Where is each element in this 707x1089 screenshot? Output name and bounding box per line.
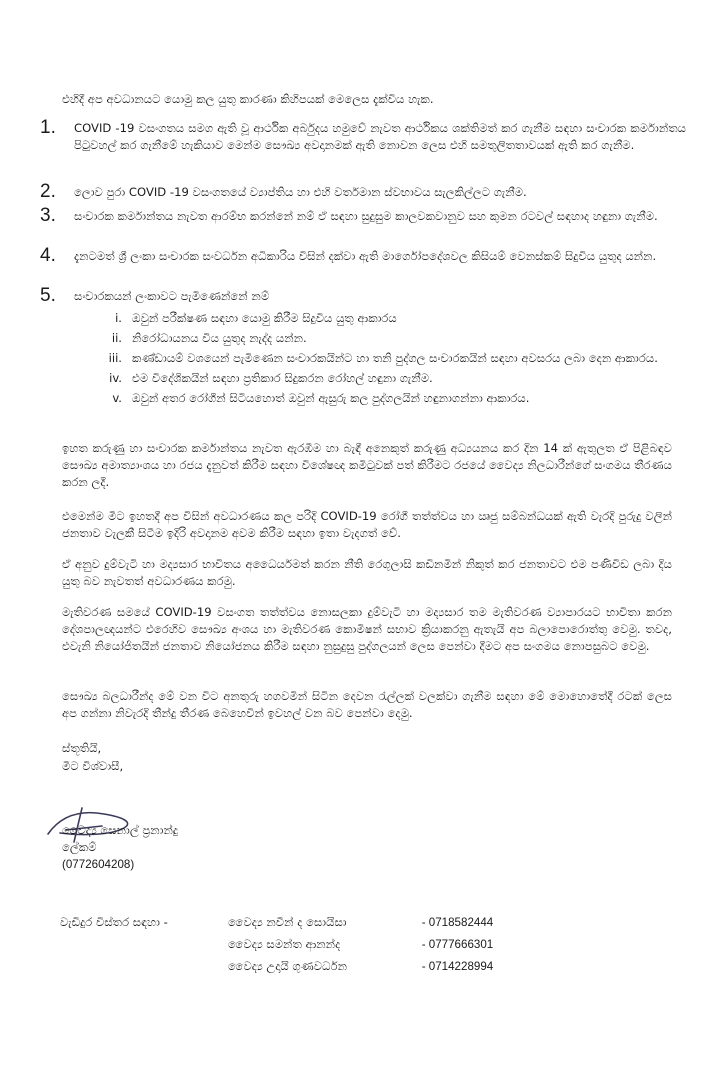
- signer-title: ලේකම්: [62, 840, 97, 854]
- contact-row: [228, 958, 548, 975]
- numbered-item-5: [40, 285, 680, 306]
- sub-item-text: ඔවුන් අතර රෝගීන් සිටියහොත් ඔවුන් ඇසුරු කල පුද්ගලයින් හඳුනාගන්නා ආකාරය.: [132, 391, 530, 405]
- sub-item-number: iii.: [108, 351, 122, 365]
- item-text: ලොව පුරා COVID -19 වසංගතයේ ව්‍යාප්තිය හා එහි වර්තමාන ස්වභාවය සැලකිල්ලට ගැනීම.: [74, 185, 527, 199]
- closing-regards: මීට විශ්වාසී,: [62, 759, 124, 773]
- sub-item-iii: [92, 350, 662, 367]
- sub-item-text: නිරෝධායනය විය යුතුද නැද්ද යන්න.: [132, 331, 307, 345]
- contact-phone: - 0714228994: [421, 960, 494, 973]
- paragraph-habits: එමෙන්ම මීට ඉහතදී අප විසින් අවධාරණය කල පරිදි COVID-19 රෝගී තත්ත්වය හා ඍජු සම්බන්ධයක් ඇති වැරදි පුරුදු වලින් ජනතාව වැලකී සිටීම ඉදිරි අවදානම අවම කිරීම සඳහා ඉතා වැදගත් වේ.: [62, 509, 672, 540]
- sub-item-number: v.: [112, 391, 122, 405]
- item-text: COVID -19 වසංගතය සමග ඇති වූ ආර්ථික අර්බුදය හමුවේ නැවත ආර්ථිකය ශක්තිමත් කර ගැනීම සඳහා සංචාරක කර්මාන්තය පිටුවහල් කර ගැනීමේ හැකියාව මෙන්ම සෞඛ්‍ය අවදානමක් ඇති නොවන ලෙස එහි සමතුලිතතාවයක් ඇති කර ගැනීම.: [74, 121, 686, 152]
- contact-row: [228, 914, 548, 931]
- sub-item-i: [92, 310, 662, 327]
- signer-phone: (0772604208): [62, 858, 135, 871]
- paragraph-elections: මැතිවරණ සමයේ COVID-19 වසංගත තත්ත්වය නොසලකා දුම්වැටි හා මද්‍යසාර තම මැතිවරණ ව්‍යාපාරයට භාවිතා කරන දේශපාලඥයන්ට එරෙහිව සෞඛ්‍ය අංශය හා මැතිවරණ කොමිෂන් සභාව ක්‍රියාකරනු ඇතැයි අප බලාපොරොත්තු වෙමු. තවද, එවැනි නියෝජිතයින් ජනතාව නියෝජනය කිරීම සඳහා නුසුදුසු පුද්ගලයන් ලෙස පෙන්වා දීමට අප සංගමය නොපසුබට වෙමු.: [62, 605, 672, 653]
- sub-item-ii: [92, 330, 662, 347]
- paragraph-second-wave: සෞඛ්‍ය බලධාරීන්ද මේ වන විට අනතුරු හගවමින් සිටින දෙවන රැල්ලක් වලක්වා ගැනීම සඳහා මේ මොහොතේදී රටක් ලෙස අප ගන්නා නිවැරදි තීන්දු තීරණ බෙහෙවින් ඉවහල් වන බව පෙන්වා දෙමු.: [62, 689, 672, 720]
- sub-item-number: iv.: [109, 371, 122, 385]
- signer-name: වෛද්‍ය සෙනාල් ප්‍රනාන්දු: [62, 823, 179, 837]
- numbered-item-1: [40, 117, 686, 154]
- sub-item-number: i.: [115, 311, 122, 325]
- item-number: 1.: [40, 117, 56, 138]
- sub-list: [92, 310, 662, 410]
- item-text: සංචාරක කර්මාන්තය නැවත ආරම්භ කරන්නේ නම් ඒ සඳහා සුදුසුම කාලවකවානුව සහ කුමන රටවල් සඳහාද හඳුනා ගැනීම.: [74, 209, 658, 223]
- paragraph-regulations: ඒ අනුව දුම්වැටි හා මද්‍යසාර භාවිතය අධෛර්යමත් කරන නීති රෙගුලාසි කඩිනමින් නිකුත් කර ජනතාවට එම පණිවිඩ ලබා දිය යුතු බව නැවතත් අවධාරණය කරමු.: [62, 557, 672, 588]
- sub-item-text: එම විදේශිකයින් සඳහා ප්‍රතිකාර සිදුකරන රෝහල් හඳුනා ගැනීම.: [132, 371, 433, 385]
- contact-name: වෛද්‍ය සමන්ත ආනන්ද: [228, 937, 341, 951]
- sub-item-text: ඔවුන් පරීක්ෂණ සඳහා යොමු කිරීම සිදුවිය යුතු ආකාරය: [132, 311, 397, 325]
- closing-thanks: ස්තූතියි,: [62, 741, 102, 755]
- paragraph-committee: ඉහත කරුණු හා සංචාරක කර්මාන්තය නැවත ඇරඹීම හා බැඳී අනෙකුත් කරුණු අධ්‍යයනය කර දින 14 ක් ඇතුලත ඒ පිළිබඳව සෞඛ්‍ය අමාත්‍යාංශය හා රජය දැනුවත් කිරීම සඳහා විශේෂඥ කමිටුවක් පත් කිරීමට රජයේ වෛද්‍ය නිලධාරීන්ගේ සංගමය තීරණය කරන ලදී.: [62, 441, 673, 489]
- item-number: 4.: [40, 245, 56, 266]
- contact-name: වෛද්‍ය නවීන් ද සොයිසා: [228, 915, 347, 929]
- item-number: 3.: [40, 205, 56, 226]
- item-number: 5.: [40, 285, 56, 306]
- signer-block: [62, 822, 178, 873]
- sub-item-number: ii.: [111, 331, 122, 345]
- sub-item-iv: [92, 370, 662, 387]
- intro-line: එහිදී අප අවධානයට යොමු කල යුතු කාරණා කිහිපයක් මෙලෙස දැක්විය හැක.: [62, 92, 434, 106]
- numbered-item-2: [40, 181, 680, 202]
- contact-name: වෛද්‍ය උදායි ගුණවර්ධන: [228, 959, 348, 973]
- sub-item-text: කණ්ඩායම් වශයෙන් පැමිණෙන සංචාරකයින්ට හා තනි පුද්ගල සංචාරකයින් සඳහා අවසරය ලබා දෙන ආකාරය.: [132, 351, 658, 365]
- item-text: සංචාරකයන් ලංකාවට පැමිණෙන්නේ නම්: [74, 289, 270, 303]
- contact-phone: - 0777666301: [421, 938, 494, 951]
- contacts-label: වැඩිදුර විස්තර සඳහා -: [60, 915, 168, 929]
- sub-item-v: [92, 390, 662, 407]
- item-number: 2.: [40, 181, 56, 202]
- contact-row: [228, 936, 548, 953]
- numbered-item-3: [40, 205, 680, 226]
- item-text: දැනටමත් ශ්‍රී ලංකා සංචාරක සංවර්ධන අධිකාරිය විසින් දක්වා ඇති මාර්ගෝපදේශවල කිසියම් වෙනස්කම් සිදුවිය යුතුද යන්න.: [74, 249, 657, 263]
- contact-phone: - 0718582444: [421, 916, 494, 929]
- numbered-item-4: [40, 245, 680, 266]
